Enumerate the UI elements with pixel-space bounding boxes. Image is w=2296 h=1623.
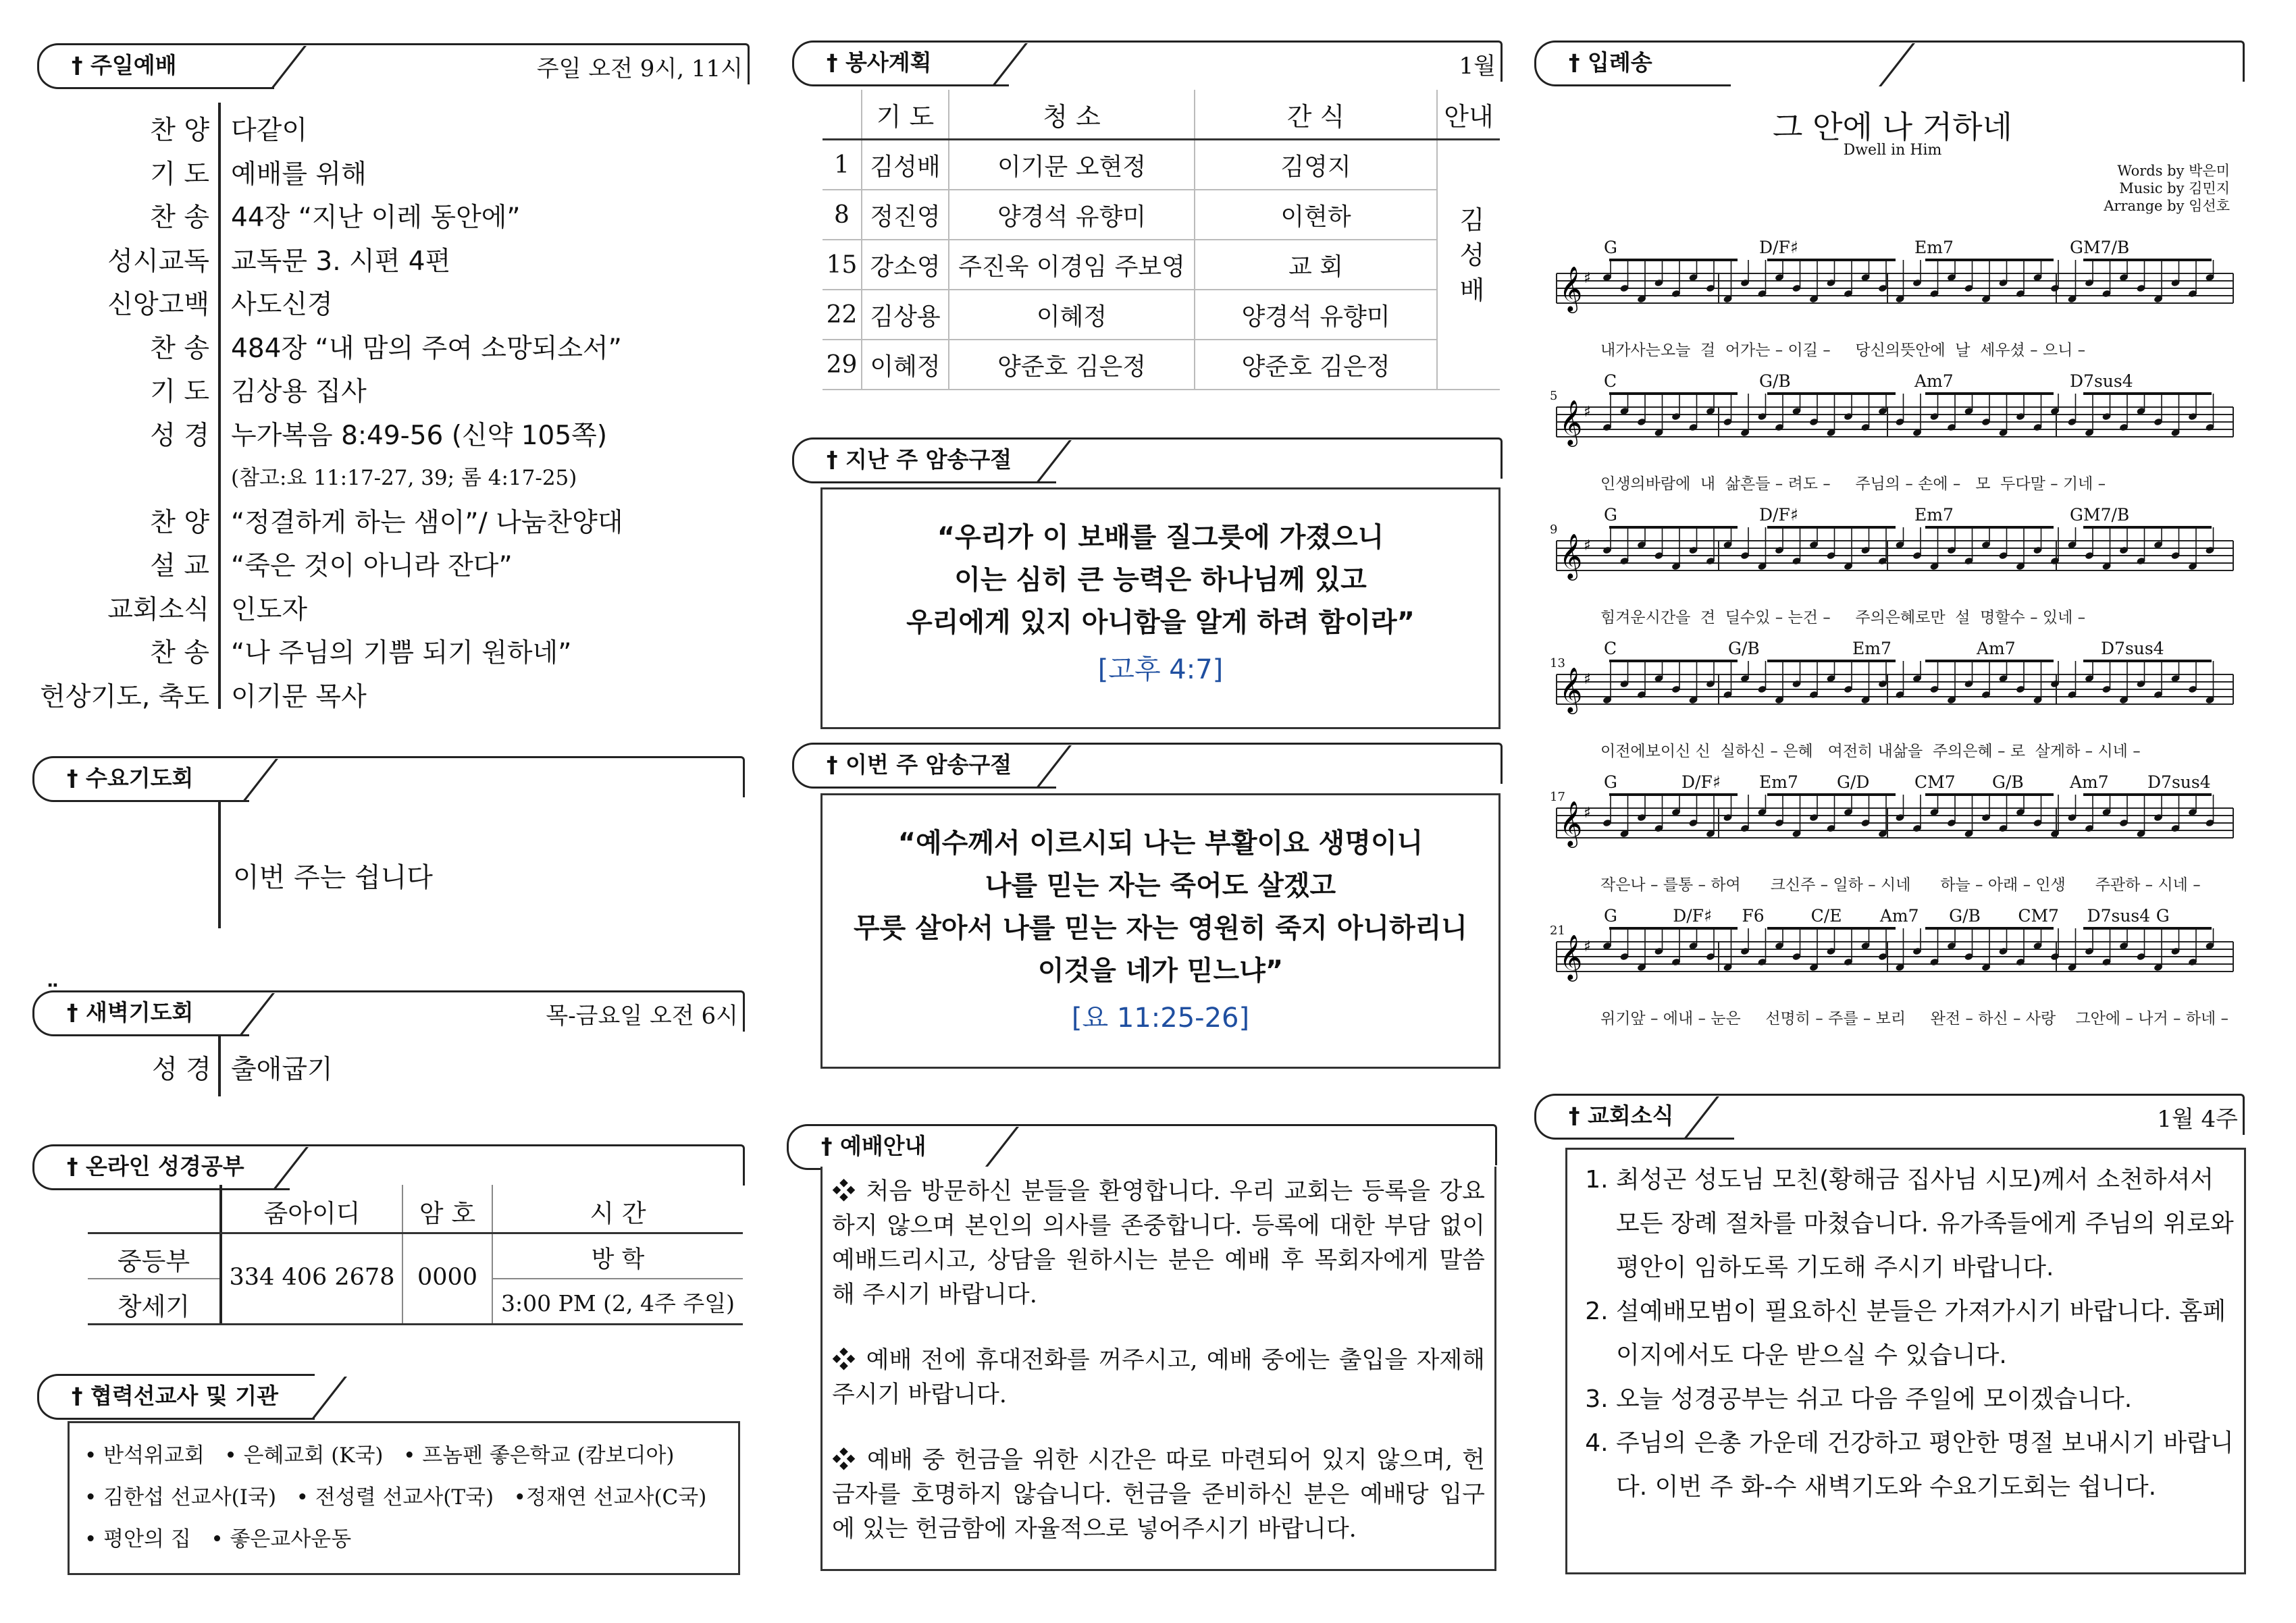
last-verse-ref: [고후 4:7]: [1097, 654, 1224, 685]
chord-symbol: D7sus4: [2101, 639, 2164, 658]
missions-title: † 협력선교사 및 기관: [72, 1383, 278, 1409]
service-month: 1월: [1459, 53, 1496, 80]
guide-para-2: ❖ 예배 전에 휴대전화를 꺼주시고, 예배 중에는 출입을 자제해 주시기 바랍니다.: [832, 1347, 1485, 1408]
lyric-line: 힘겨운시간을 견 딜수있 – 는건 – 주의은혜로만 설 명할수 – 있네 –: [1600, 609, 2086, 627]
worship-row: [0, 581, 675, 624]
svg-text:♯: ♯: [1584, 270, 1591, 287]
worship-row-label: 찬 송: [150, 638, 209, 668]
wednesday-divider: [218, 800, 221, 928]
chord-symbol: G/B: [1949, 906, 1981, 926]
chord-symbol: G/D: [1837, 772, 1870, 792]
this-verse-title: † 이번 주 암송구절: [827, 751, 1012, 778]
this-verse-line-4: 이것을 네가 믿느냐”: [1037, 955, 1284, 986]
worship-row-value: “나 주님의 기쁨 되기 원하네”: [231, 638, 572, 668]
news-item: 1. 최성곤 성도님 모친(황해금 집사님 시모)께서 소천하셔서 모든 장례 절차를 마쳤습니다. 유가족들에게 주님의 위로와 평안이 임하도록 기도해 주시기 바랍니다.: [1616, 1158, 2235, 1289]
service-day: 22: [823, 290, 862, 340]
service-day: 1: [823, 140, 862, 190]
service-guide-cell: [1437, 140, 1500, 190]
worship-row-value: 김상용 집사: [231, 377, 367, 407]
worship-row: [0, 319, 675, 363]
chord-symbol: Em7: [1852, 639, 1891, 658]
measure-number: 13: [1550, 656, 1565, 670]
service-row: [823, 240, 1500, 290]
worship-row-value: 사도신경: [231, 290, 333, 320]
dawn-dots: ¨: [46, 980, 59, 1011]
chord-symbol: Am7: [1879, 906, 1919, 926]
wednesday-title: † 수요기도회: [67, 765, 194, 791]
svg-text:♯: ♯: [1584, 537, 1591, 554]
worship-row: [0, 275, 675, 319]
chord-symbol: G: [1604, 238, 1617, 257]
last-verse-header: [792, 437, 1503, 477]
service-clean: 이혜정: [949, 290, 1195, 340]
worship-row: [0, 101, 675, 144]
this-verse-box: [820, 793, 1501, 1069]
last-verse-line-3: 우리에게 있지 아니함을 알게 하려 함이라”: [906, 607, 1415, 638]
chord-symbol: CM7: [2018, 906, 2059, 926]
guide-para-1: ❖ 처음 방문하신 분들을 환영합니다. 우리 교회는 등록을 강요하지 않으며 본인의 의사를 존중합니다. 등록에 대한 부담 없이 예배드리시고, 상담을 원하시는 분은 예배 후 목회자에게 말씀해 주시기 바랍니다.: [832, 1178, 1485, 1308]
service-table: [823, 90, 1500, 390]
svg-text:𝄞: 𝄞: [1559, 265, 1583, 311]
chord-symbol: D/F♯: [1759, 505, 1798, 525]
online-group-genesis: 창세기: [117, 1292, 190, 1321]
online-zoom-id: 334 406 2678: [229, 1264, 395, 1291]
guide-title: † 예배안내: [821, 1133, 927, 1159]
chord-symbol: G/B: [1992, 772, 2024, 792]
chord-symbol: Em7: [1914, 505, 1954, 525]
service-prayer: 이혜정: [862, 340, 949, 390]
service-title: † 봉사계획: [827, 49, 932, 76]
chord-symbol: D7sus4: [2070, 371, 2133, 391]
svg-text:𝄞: 𝄞: [1559, 934, 1583, 980]
worship-row-label: 성시교독: [107, 246, 209, 277]
service-col-clean: 청 소: [949, 90, 1195, 140]
chord-symbol: Am7: [2070, 772, 2109, 792]
news-box: [1565, 1148, 2246, 1574]
worship-row: [0, 145, 675, 188]
online-group-middle: 중등부: [117, 1247, 190, 1276]
service-prayer: 김성배: [862, 140, 949, 190]
svg-text:𝄞: 𝄞: [1559, 666, 1583, 712]
worship-row-value: (참고:요 11:17-27, 39; 롬 4:17-25): [231, 466, 577, 490]
worship-row-value: 484장 “내 맘의 주여 소망되소서”: [231, 333, 622, 364]
sunday-header: [37, 43, 750, 82]
chord-symbol: G: [1604, 772, 1617, 792]
svg-text:♯: ♯: [1584, 805, 1591, 822]
dawn-value: 출애굽기: [231, 1055, 333, 1085]
chord-symbol: D7sus4: [2147, 772, 2211, 792]
service-guide: 김 성 배: [1459, 205, 1485, 305]
chord-symbol: CM7: [1914, 772, 1956, 792]
worship-row: [0, 232, 675, 275]
chord-symbol: D/F♯: [1681, 772, 1721, 792]
guide-box: [820, 1167, 1496, 1571]
online-header-time: 시 간: [590, 1199, 646, 1228]
svg-text:♯: ♯: [1584, 938, 1591, 955]
lyric-line: 인생의바람에 내 삶흔들 – 려도 – 주님의 – 손에 – 모 두다말 – 기네 –: [1600, 475, 2106, 493]
missions-line-1: • 반석위교회 • 은혜교회 (K국) • 프놈펜 좋은학교 (캄보디아): [84, 1443, 675, 1468]
worship-row-value: 교독문 3. 시편 4편: [231, 246, 451, 277]
guide-para-3: ❖ 예배 중 헌금을 위한 시간은 따로 마련되어 있지 않으며, 헌금자를 호명하지 않습니다. 헌금을 준비하신 분은 예배당 입구에 있는 헌금함에 자율적으로 넣어주시기 바랍니다.: [832, 1447, 1485, 1543]
measure-number: 21: [1550, 924, 1565, 938]
service-row: [823, 190, 1500, 240]
last-verse-box: [820, 487, 1501, 729]
song-title: 그 안에 나 거하네: [1773, 109, 2012, 145]
svg-text:♯: ♯: [1584, 671, 1591, 688]
worship-row-label: 기 도: [150, 159, 209, 190]
worship-row: [0, 188, 675, 232]
dawn-title: † 새벽기도회: [67, 999, 194, 1026]
worship-row-label: 찬 송: [150, 203, 209, 233]
worship-row: [0, 450, 675, 493]
service-clean: 주진욱 이경임 주보영: [949, 240, 1195, 290]
online-header-password: 암 호: [419, 1199, 476, 1228]
chord-symbol: C/E: [1810, 906, 1842, 926]
service-col-guide: 안내: [1437, 90, 1500, 140]
worship-row-label: 헌상기도, 축도: [40, 681, 209, 712]
worship-row: [0, 494, 675, 537]
online-password: 0000: [417, 1264, 478, 1291]
service-row: [823, 340, 1500, 390]
online-header: [32, 1144, 745, 1183]
this-verse-line-3: 무릇 살아서 나를 믿는 자는 영원히 죽지 아니하리니: [854, 913, 1467, 944]
this-verse-line-1: “예수께서 이르시되 나는 부활이요 생명이니: [897, 828, 1424, 859]
service-prayer: 강소영: [862, 240, 949, 290]
news-title: † 교회소식: [1569, 1102, 1674, 1129]
worship-row-value: “죽은 것이 아니라 잔다”: [231, 551, 513, 581]
worship-row-value: 44장 “지난 이레 동안에”: [231, 203, 521, 233]
online-table: [88, 1185, 743, 1327]
service-snack: 이현하: [1195, 190, 1437, 240]
chord-symbol: G/B: [1728, 639, 1760, 658]
dawn-time: 목-금요일 오전 6시: [546, 1003, 738, 1030]
news-week: 1월 4주: [2157, 1106, 2238, 1133]
chord-symbol: G/B: [1759, 371, 1791, 391]
this-verse-header: [792, 743, 1503, 782]
service-snack: 양경석 유향미: [1195, 290, 1437, 340]
chord-symbol: G: [2156, 906, 2170, 926]
sunday-order: [0, 101, 743, 712]
online-time-1: 방 학: [591, 1246, 645, 1273]
wednesday-note: 이번 주는 쉽니다: [233, 862, 433, 893]
worship-row: [0, 624, 675, 667]
online-time-2: 3:00 PM (2, 4주 주일): [501, 1290, 735, 1316]
last-verse-line-2: 이는 심히 큰 능력은 하나님께 있고: [954, 564, 1367, 595]
lyric-line: 작은나 – 를통 – 하여 크신주 – 일하 – 시네 하늘 – 아래 – 인생 주관하 – 시네 –: [1600, 876, 2201, 894]
last-verse-line-1: “우리가 이 보배를 질그릇에 가졌으니: [937, 522, 1384, 553]
worship-row: [0, 537, 675, 580]
worship-row: [0, 406, 675, 450]
chord-symbol: G: [1604, 505, 1617, 525]
svg-text:𝄞: 𝄞: [1559, 533, 1583, 579]
lyric-line: 이전에보이신 신 실하신 – 은혜 여전히 내삶을 주의은혜 – 로 살게하 – 시네 –: [1600, 743, 2141, 760]
worship-row-label: 찬 양: [150, 507, 209, 538]
worship-row-label: 기 도: [150, 377, 209, 407]
chord-symbol: F6: [1742, 906, 1765, 926]
wednesday-header: [32, 756, 745, 795]
service-day: 29: [823, 340, 862, 390]
missions-box: [68, 1421, 740, 1575]
last-verse-title: † 지난 주 암송구절: [827, 446, 1012, 473]
worship-row-value: 인도자: [231, 594, 308, 625]
news-item: 2. 설예배모범이 필요하신 분들은 가져가시기 바랍니다. 홈페이지에서도 다운 받으실 수 있습니다.: [1616, 1289, 2235, 1377]
worship-row-label: 찬 양: [150, 115, 209, 146]
service-prayer: 정진영: [862, 190, 949, 240]
lyric-line: 내가사는오늘 걸 어가는 – 이길 – 당신의뜻안에 날 세우셨 – 으니 –: [1600, 342, 2086, 359]
dawn-divider: [218, 1034, 221, 1096]
worship-row-value: 이기문 목사: [231, 681, 367, 712]
service-day: 15: [823, 240, 862, 290]
service-prayer: 김상용: [862, 290, 949, 340]
worship-row-value: “정결하게 하는 샘이”/ 나눔찬양대: [231, 507, 623, 538]
service-day: 8: [823, 190, 862, 240]
worship-row-label: 성 경: [150, 420, 209, 451]
worship-row: [0, 668, 675, 711]
worship-row-value: 누가복음 8:49-56 (신약 105쪽): [231, 420, 608, 451]
worship-row-label: 설 교: [150, 551, 209, 581]
measure-number: 9: [1550, 523, 1558, 537]
missions-line-2: • 김한섭 선교사(I국) • 전성렬 선교사(T국) •정재연 선교사(C국): [84, 1485, 707, 1510]
svg-text:𝄞: 𝄞: [1559, 399, 1583, 445]
missions-line-3: • 평안의 집 • 좋은교사운동: [84, 1527, 352, 1551]
chord-symbol: Am7: [1977, 639, 2016, 658]
chord-symbol: Em7: [1759, 772, 1798, 792]
song-credits: Words by 박은미 Music by 김민지 Arrange by 임선호: [2104, 163, 2230, 214]
service-col-snack: 간 식: [1195, 90, 1437, 140]
service-snack: 교 회: [1195, 240, 1437, 290]
svg-text:♯: ♯: [1584, 404, 1591, 421]
worship-row-label: 신앙고백: [107, 290, 209, 320]
chord-symbol: Am7: [1914, 371, 1954, 391]
service-clean: 양경석 유향미: [949, 190, 1195, 240]
chord-symbol: G: [1604, 906, 1617, 926]
chord-symbol: Em7: [1914, 238, 1954, 257]
chord-symbol: D7sus4: [2087, 906, 2151, 926]
dawn-label: 성 경: [152, 1055, 211, 1085]
chord-symbol: GM7/B: [2070, 505, 2130, 525]
dawn-header: [32, 990, 745, 1030]
service-row: [823, 140, 1500, 190]
measure-number: 17: [1550, 790, 1565, 804]
chord-symbol: GM7/B: [2070, 238, 2130, 257]
sunday-time: 주일 오전 9시, 11시: [536, 55, 743, 82]
worship-row: [0, 363, 675, 406]
this-verse-ref: [요 11:25-26]: [1071, 1003, 1250, 1034]
sheet-music: [1550, 238, 2239, 1053]
hymn-title: † 입례송: [1569, 49, 1652, 76]
chord-symbol: C: [1604, 371, 1617, 391]
hymn-header: [1534, 41, 2245, 80]
measure-number: 5: [1550, 389, 1558, 403]
service-col-prayer: 기 도: [862, 90, 949, 140]
service-guide-cell: [1437, 340, 1500, 390]
news-item: 3. 오늘 성경공부는 쉬고 다음 주일에 모이겠습니다.: [1616, 1377, 2235, 1421]
svg-text:𝄞: 𝄞: [1559, 800, 1583, 846]
lyric-line: 위기앞 – 에내 – 눈은 선명히 – 주를 – 보리 완전 – 하신 – 사랑 그안에 – 나거 – 하네 –: [1600, 1010, 2229, 1028]
missions-header: [37, 1374, 375, 1413]
worship-row-label: 교회소식: [107, 594, 209, 625]
worship-row-value: 다같이: [231, 115, 308, 146]
chord-symbol: D/F♯: [1759, 238, 1798, 257]
news-header: [1534, 1094, 2245, 1133]
guide-header: [787, 1124, 1497, 1163]
service-row: [823, 290, 1500, 340]
sunday-divider: [218, 103, 221, 709]
sunday-title: † 주일예배: [72, 52, 177, 78]
this-verse-line-2: 나를 믿는 자는 죽어도 살겠고: [985, 870, 1336, 901]
news-item: 4. 주님의 은총 가운데 건강하고 평안한 명절 보내시기 바랍니다. 이번 주 화-수 새벽기도와 수요기도회는 쉽니다.: [1616, 1421, 2235, 1509]
service-header: [792, 41, 1503, 80]
song-subtitle: Dwell in Him: [1843, 142, 1942, 159]
chord-symbol: D/F♯: [1673, 906, 1713, 926]
service-clean: 이기문 오현정: [949, 140, 1195, 190]
worship-row-value: 예배를 위해: [231, 159, 367, 190]
chord-symbol: C: [1604, 639, 1617, 658]
worship-row-label: 찬 송: [150, 333, 209, 364]
online-header-zoom: 줌아이디: [263, 1199, 361, 1228]
service-snack: 양준호 김은정: [1195, 340, 1437, 390]
service-snack: 김영지: [1195, 140, 1437, 190]
service-clean: 양준호 김은정: [949, 340, 1195, 390]
online-title: † 온라인 성경공부: [67, 1153, 244, 1179]
